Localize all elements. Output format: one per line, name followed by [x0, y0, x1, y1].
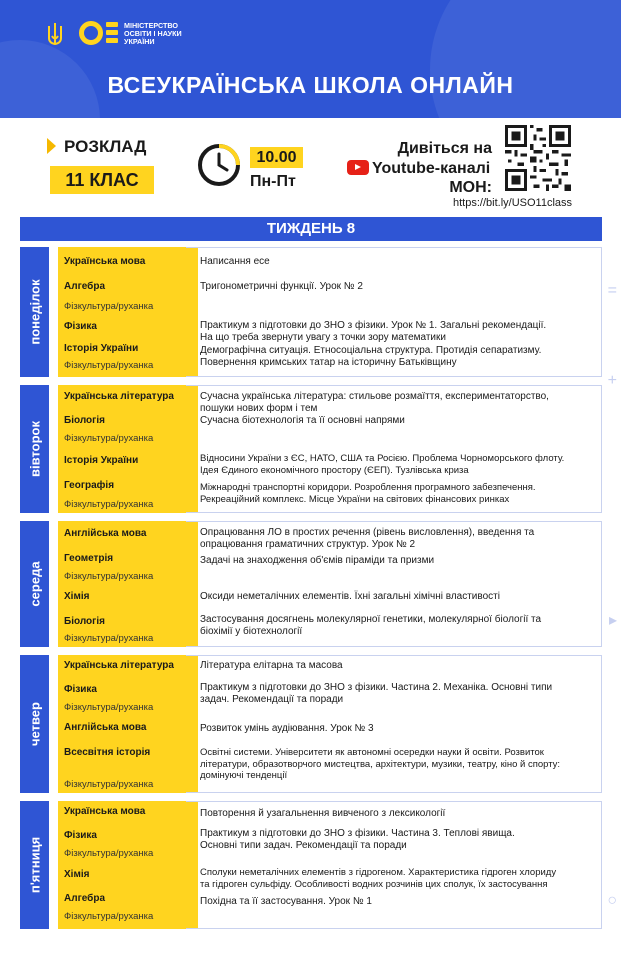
lesson-topic: [200, 896, 600, 908]
lesson-topic: [200, 828, 600, 851]
lesson-topic: [200, 345, 600, 368]
decoration-triangle-icon: ▸: [608, 612, 617, 629]
topic-line: опрацювання граматичних структур. Урок № 2: [200, 538, 416, 550]
day-name: понеділок: [27, 279, 42, 345]
day-label: [20, 801, 49, 929]
topic-line: Ідея Єдиного економічного простору (ЄЕП). Тузлівська криза: [200, 464, 469, 476]
lesson-topic: [200, 527, 600, 550]
decoration-circle-icon: ○: [607, 892, 617, 909]
header-banner: [0, 0, 621, 118]
topic-line: Практикум з підготовки до ЗНО з фізики. Частина 2. Механіка. Основні типи: [200, 682, 553, 693]
lesson-topic: [200, 682, 600, 705]
day-label: [20, 655, 49, 793]
subject-name: Історія України: [64, 343, 139, 354]
topic-line: Написання есе: [200, 256, 270, 267]
lesson-topic: [200, 614, 600, 637]
lesson-topic: [200, 747, 600, 782]
week-title: ТИЖДЕНЬ 8: [20, 217, 602, 241]
subject-name: Українська мова: [64, 806, 146, 817]
topic-line: Розвиток умінь аудіювання. Урок № 3: [200, 723, 374, 734]
pe-slot: Фізкультура/руханка: [64, 571, 154, 582]
decoration-equals-icon: =: [607, 282, 617, 299]
ministry-logo-icon: [79, 21, 103, 45]
day-name: вівторок: [27, 421, 42, 477]
subject-name: Хімія: [64, 591, 90, 602]
topic-line: Міжнародні транспортні коридори. Розроблення програмного забезпечення.: [200, 482, 536, 493]
banner-decoration: [430, 0, 621, 118]
class-badge: 11 КЛАС: [50, 166, 154, 194]
topic-line: Основні типи задач. Рекомендації та поради: [200, 839, 407, 851]
watch-text: Дивіться на: [397, 140, 492, 157]
topic-line: Опрацювання ЛО в простих речення (рівень висловлення), введення та: [200, 527, 535, 538]
subject-name: Біологія: [64, 415, 105, 426]
coat-of-arms-icon: [47, 22, 63, 48]
youtube-channel-text: Youtube-каналі: [372, 160, 491, 177]
subject-name: Географія: [64, 480, 115, 491]
pe-slot: Фізкультура/руханка: [64, 360, 154, 371]
topic-line: На що треба звернути увагу з точки зору математики: [200, 331, 446, 343]
lesson-topic: [200, 256, 600, 268]
topic-line: та гідроген сульфіду. Особливості водних розчинів цих сполук, їх застосування: [200, 878, 548, 890]
lesson-topic: [200, 482, 600, 505]
topic-line: Повернення кримських татар на історичну Батьківщину: [200, 356, 457, 368]
lesson-topic: [200, 415, 600, 427]
topic-line: Практикум з підготовки до ЗНО з фізики. Частина 3. Теплові явища.: [200, 828, 515, 839]
topic-line: Рекреаційний комплекс. Місце України на світових фінансових ринках: [200, 493, 510, 505]
topic-line: Сучасна українська література: стильове розмаїття, експериментаторство,: [200, 391, 549, 402]
topic-line: Практикум з підготовки до ЗНО з фізики. Урок № 1. Загальні рекомендації.: [200, 320, 547, 331]
topic-line: Оксиди неметалічних елементів. Їхні загальні хімічні властивості: [200, 591, 500, 602]
day-label: [20, 385, 49, 513]
subject-name: Алгебра: [64, 893, 106, 904]
topic-line: пошуки нових форм і тем: [200, 402, 318, 414]
lesson-topic: [200, 320, 600, 343]
topic-line: задач. Рекомендації та поради: [200, 693, 344, 705]
pe-slot: Фізкультура/руханка: [64, 779, 154, 790]
schedule-label-text: РОЗКЛАД: [64, 137, 147, 156]
topic-line: Демографічна ситуація. Етносоціальна структура. Протидія сепаратизму.: [200, 345, 542, 356]
subject-name: Англійська мова: [64, 722, 147, 733]
pe-slot: Фізкультура/руханка: [64, 848, 154, 859]
lesson-topic: [200, 453, 600, 476]
topic-line: Відносини України з ЄС, НАТО, США та Росією. Проблема Чорноморського флоту.: [200, 453, 565, 464]
topic-line: літератури, образотворчого мистецтва, архітектури, музики, театру, кіно й спорту:: [200, 758, 561, 770]
topic-line: Повторення й узагальнення вивченого з лексикології: [200, 808, 446, 819]
lesson-topic: [200, 660, 600, 672]
topics-column: [186, 801, 602, 929]
arrow-icon: [47, 138, 56, 154]
ministry-name: [124, 22, 214, 46]
subject-name: Англійська мова: [64, 528, 147, 539]
watch-text-mon: МОН:: [449, 179, 492, 196]
pe-slot: Фізкультура/руханка: [64, 633, 154, 644]
day-label: [20, 247, 49, 377]
lesson-topic: [200, 391, 600, 414]
day-name: п'ятниця: [27, 836, 42, 894]
clock-icon: [196, 142, 242, 188]
subject-name: Українська мова: [64, 256, 146, 267]
lesson-topic: [200, 723, 600, 735]
broadcast-time: 10.00: [250, 147, 303, 168]
subject-name: Українська література: [64, 660, 174, 671]
pe-slot: Фізкультура/руханка: [64, 433, 154, 444]
topic-line: Література елітарна та масова: [200, 660, 343, 671]
lesson-topic: [200, 281, 600, 293]
youtube-icon: [347, 160, 369, 175]
lesson-topic: [200, 555, 600, 567]
topic-line: Сучасна біотехнологія та її основні напрями: [200, 415, 405, 426]
subject-name: Фізика: [64, 321, 97, 332]
page-title: ВСЕУКРАЇНСЬКА ШКОЛА ОНЛАЙН: [107, 72, 514, 98]
subjects-column: [58, 801, 198, 929]
subjects-column: [58, 385, 198, 513]
ministry-line: ОСВІТИ І НАУКИ: [124, 29, 182, 38]
qr-code[interactable]: [505, 125, 571, 191]
topic-line: Задачі на знаходження об'ємів піраміди та призми: [200, 555, 435, 566]
subject-name: Українська література: [64, 391, 174, 402]
lesson-topic: [200, 867, 600, 890]
pe-slot: Фізкультура/руханка: [64, 911, 154, 922]
day-name: середа: [27, 561, 42, 607]
ministry-logo-bars: [106, 22, 118, 44]
subject-name: Біологія: [64, 616, 105, 627]
ministry-line: МІНІСТЕРСТВО: [124, 21, 178, 30]
pe-slot: Фізкультура/руханка: [64, 702, 154, 713]
subject-name: Історія України: [64, 455, 139, 466]
subject-name: Хімія: [64, 869, 90, 880]
topic-line: Тригонометричні функції. Урок № 2: [200, 281, 363, 292]
topic-line: Похідна та її застосування. Урок № 1: [200, 896, 372, 907]
schedule-label: [47, 137, 146, 157]
subject-name: Алгебра: [64, 281, 106, 292]
lesson-topic: [200, 591, 600, 603]
topic-line: домінуючі тенденції: [200, 770, 288, 781]
youtube-channel: [347, 160, 492, 178]
topic-line: Застосування досягнень молекулярної генетики, молекулярної біології та: [200, 614, 542, 625]
topic-line: біохімії у біотехнології: [200, 625, 303, 637]
pe-slot: Фізкультура/руханка: [64, 301, 154, 312]
day-name: четвер: [27, 702, 42, 746]
pe-slot: Фізкультура/руханка: [64, 499, 154, 510]
subject-name: Фізика: [64, 830, 97, 841]
topic-line: Освітні системи. Університети як автономні осередки науки й освіти. Розвиток: [200, 747, 544, 758]
ministry-line: УКРАЇНИ: [124, 37, 155, 46]
subject-name: Геометрія: [64, 553, 114, 564]
lesson-topic: [200, 808, 600, 820]
subject-name: Фізика: [64, 684, 97, 695]
day-label: [20, 521, 49, 647]
decoration-plus-icon: +: [607, 372, 617, 389]
broadcast-days: Пн-Пт: [250, 173, 296, 190]
topic-line: Сполуки неметалічних елементів з гідрогеном. Характеристика гідроген хлориду: [200, 867, 557, 878]
subject-name: Всесвітня історія: [64, 747, 151, 758]
channel-link[interactable]: https://bit.ly/USO11class: [453, 197, 573, 209]
